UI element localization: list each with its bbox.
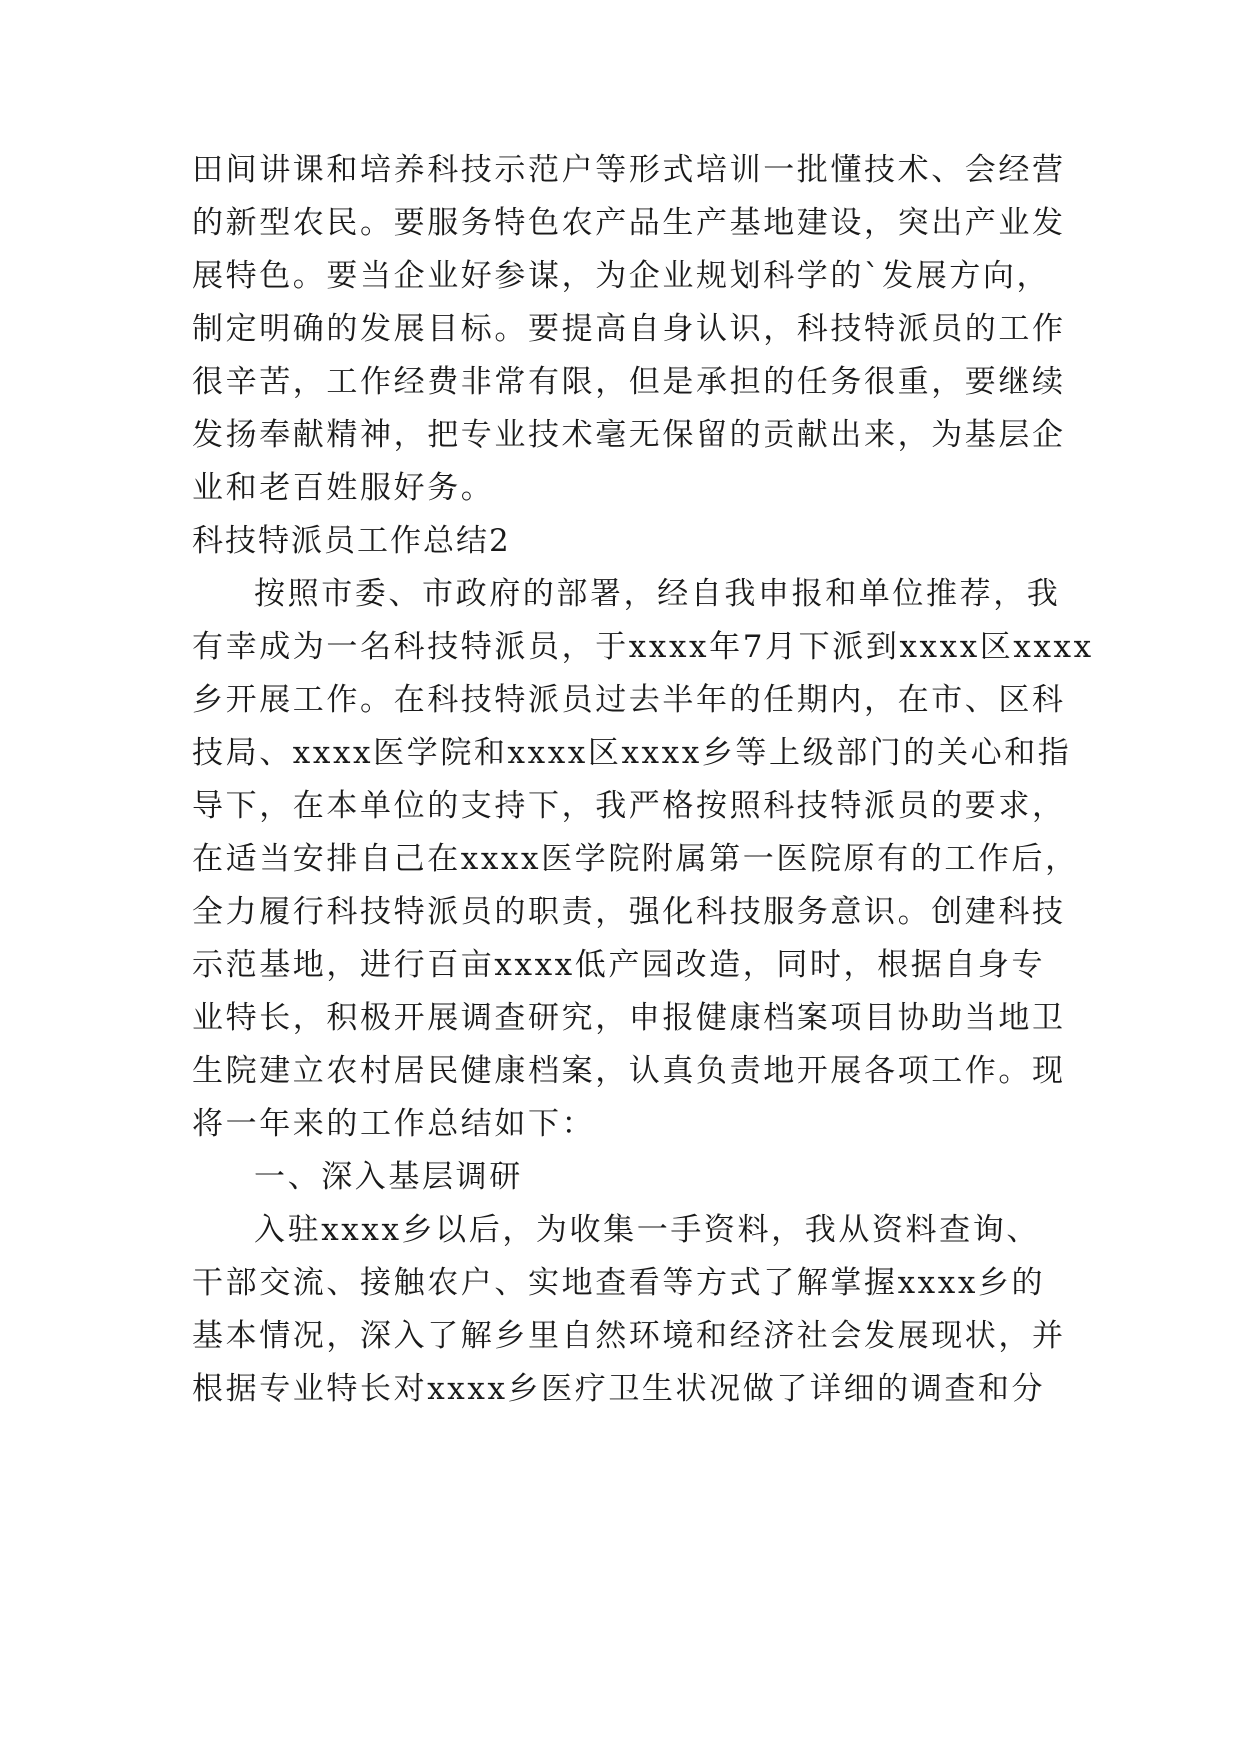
text-line: 技局、xxxx医学院和xxxx区xxxx乡等上级部门的关心和指 — [192, 735, 1072, 771]
text-line: 业特长，积极开展调查研究，申报健康档案项目协助当地卫 — [192, 1000, 1066, 1036]
text-line: 导下，在本单位的支持下，我严格按照科技特派员的要求， — [192, 788, 1066, 824]
text-line: 田间讲课和培养科技示范户等形式培训一批懂技术、会经营 — [192, 152, 1066, 188]
text-line: 按照市委、市政府的部署，经自我申报和单位推荐，我 — [254, 576, 1061, 612]
text-line: 基本情况，深入了解乡里自然环境和经济社会发展现状，并 — [192, 1318, 1066, 1354]
text-line: 展特色。要当企业好参谋，为企业规划科学的`发展方向， — [192, 258, 1051, 294]
text-line: 业和老百姓服好务。 — [192, 470, 495, 506]
text-line: 很辛苦，工作经费非常有限，但是承担的任务很重，要继续 — [192, 364, 1066, 400]
text-line: 有幸成为一名科技特派员，于xxxx年7月下派到xxxx区xxxx — [192, 629, 1094, 665]
text-line: 制定明确的发展目标。要提高自身认识，科技特派员的工作 — [192, 311, 1066, 347]
text-line: 乡开展工作。在科技特派员过去半年的任期内，在市、区科 — [192, 682, 1066, 718]
text-line: 干部交流、接触农户、实地查看等方式了解掌握xxxx乡的 — [192, 1265, 1046, 1301]
subheading: 一、深入基层调研 — [254, 1159, 523, 1195]
text-line: 全力履行科技特派员的职责，强化科技服务意识。创建科技 — [192, 894, 1066, 930]
section-title: 科技特派员工作总结2 — [192, 523, 511, 559]
text-line: 的新型农民。要服务特色农产品生产基地建设，突出产业发 — [192, 205, 1066, 241]
text-line: 将一年来的工作总结如下： — [192, 1106, 596, 1142]
text-line: 示范基地，进行百亩xxxx低产园改造，同时，根据自身专 — [192, 947, 1046, 983]
text-line: 根据专业特长对xxxx乡医疗卫生状况做了详细的调查和分 — [192, 1371, 1046, 1407]
text-line: 发扬奉献精神，把专业技术毫无保留的贡献出来，为基层企 — [192, 417, 1066, 453]
text-line: 入驻xxxx乡以后，为收集一手资料，我从资料查询、 — [254, 1212, 1040, 1248]
text-line: 生院建立农村居民健康档案，认真负责地开展各项工作。现 — [192, 1053, 1066, 1089]
text-line: 在适当安排自己在xxxx医学院附属第一医院原有的工作后， — [192, 841, 1079, 877]
